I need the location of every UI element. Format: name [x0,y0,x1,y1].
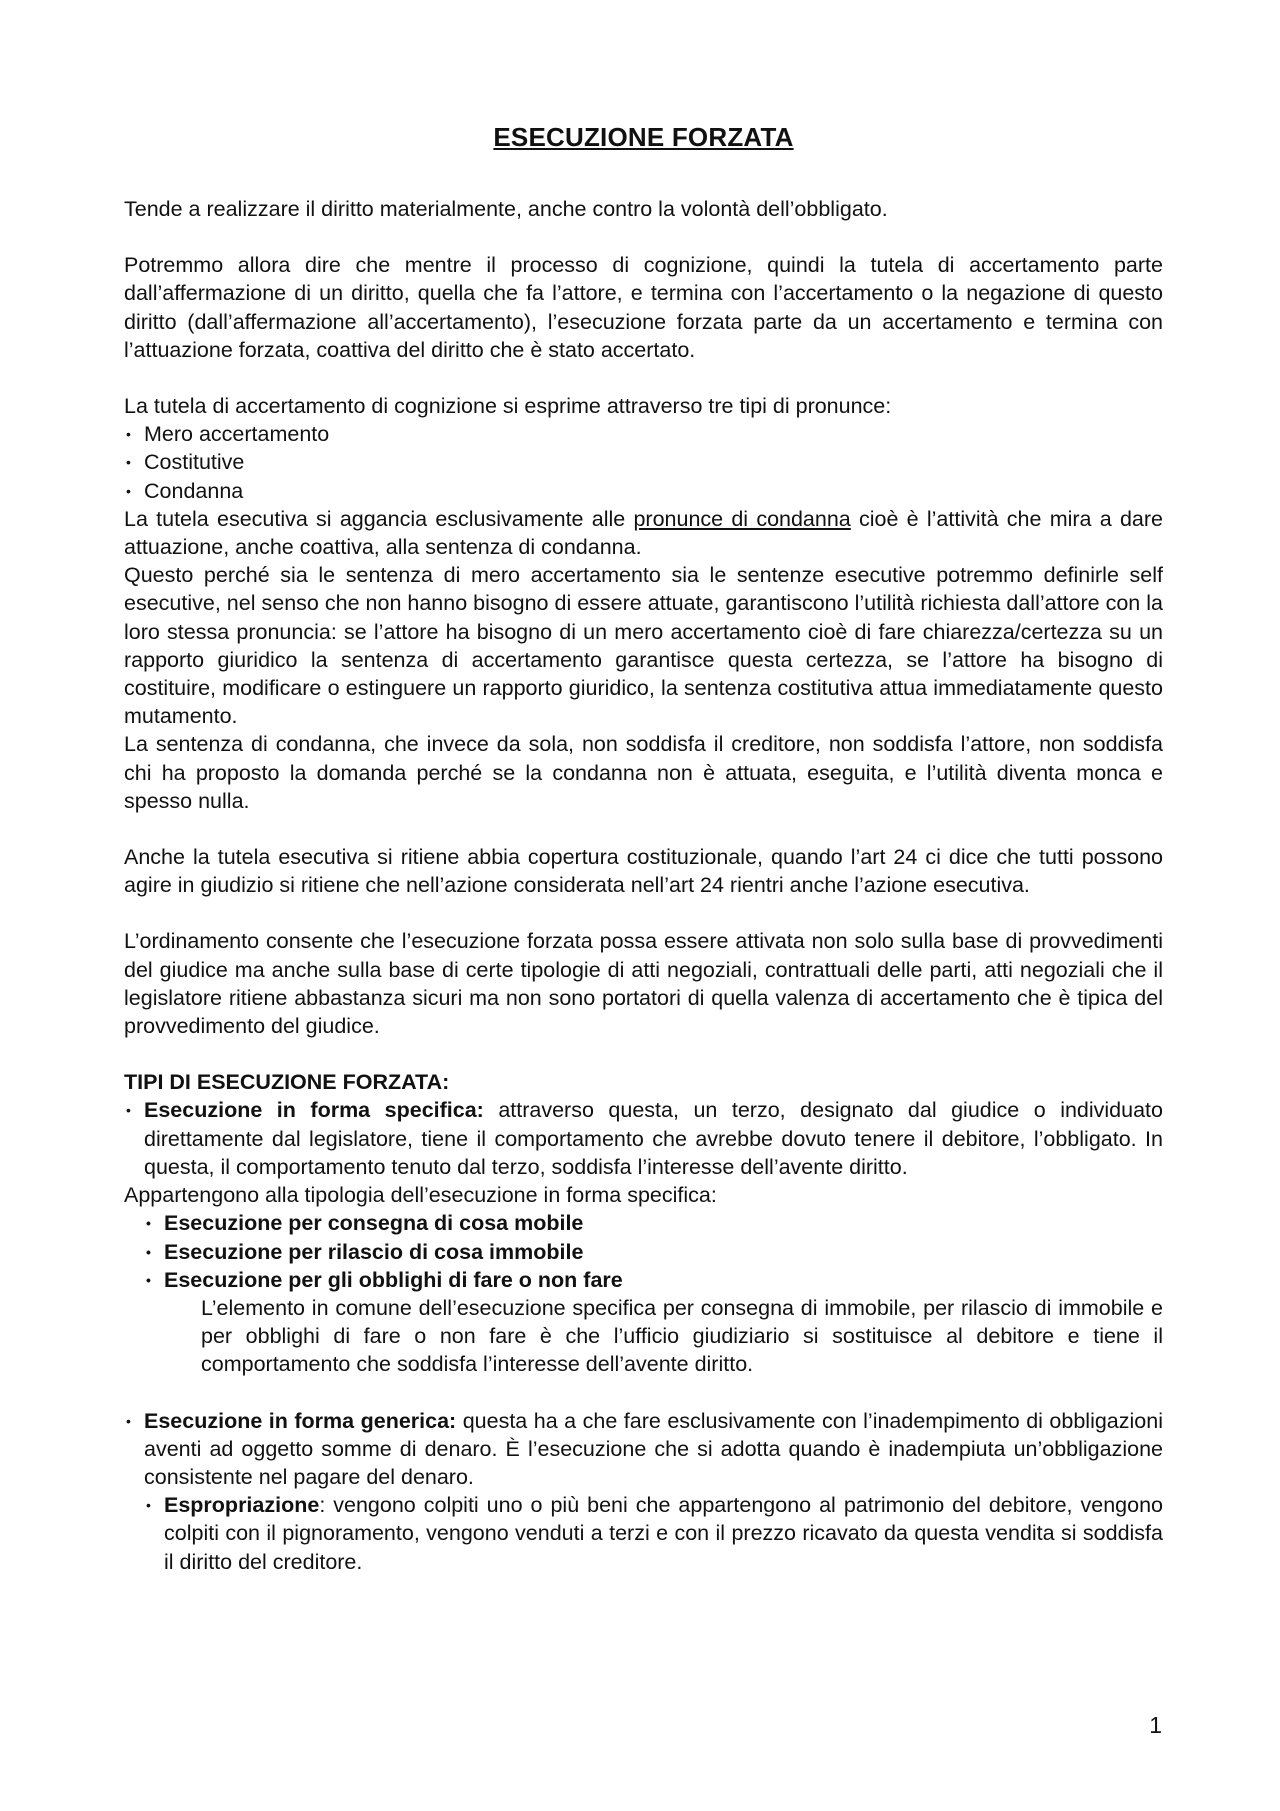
tipi-heading: TIPI DI ESECUZIONE FORZATA: [124,1070,450,1095]
pronunce-condanna-underlined: pronunce di condanna [633,506,851,531]
spacer [124,1379,1163,1407]
appartengono-line: Appartengono alla tipologia dell’esecuzione in forma specifica: [124,1183,717,1208]
ordinamento-paragraph: L’ordinamento consente che l’esecuzione forzata possa essere attivata non solo sulla base di provvedimenti del giudice ma anche sulla base di certe tipologie di atti negoziali, contrattuali delle parti, atti negoziali che il legislatore ritiene abbastanza sicuri ma non sono portatori di quella valenza di accertamento che è tipica del provvedimento del giudice. [124,929,1163,1039]
generica-text: questa ha a che fare esclusivamente con l’inadempimento di obbligazioni aventi ad oggetto somme di denaro. È l’esecuzione che si adotta quando è inadempiuta un’obbligazione consistente nel pagare del denaro. [144,1408,1163,1489]
self-esecutive-paragraph: Questo perché sia le sentenza di mero accertamento sia le sentenze esecutive potremmo definirle self esecutive, nel senso che non hanno bisogno di essere attuate, garantiscono l’utilità richiesta dall’attore con la loro stessa pronuncia: se l’attore ha bisogno di un mero accertamento cioè di fare chiarezza/certezza su un rapporto giuridico la sentenza di accertamento garantisce questa certezza, se l’attore ha bisogno di costituire, modificare o estinguere un rapporto giuridico, la sentenza costitutiva attua immediatamente questo mutamento. [124,563,1163,729]
list-item: • Esecuzione per consegna di cosa mobile [144,1209,1163,1237]
espropriazione-label: Espropriazione [164,1493,320,1518]
list-item-generica [124,1407,1163,1576]
spacer [124,364,1163,392]
list-item-espropriazione [144,1491,1163,1576]
spacer [124,1040,1163,1068]
aggancia-paragraph [124,505,1163,561]
specifica-label: Esecuzione in forma specifica: [144,1098,484,1123]
pronunce-list [124,420,1163,505]
spacer [124,223,1163,251]
page-number: 1 [1149,1712,1162,1738]
generica-label: Esecuzione in forma generica: [144,1408,457,1433]
aggancia-text-after: cioè è l’attività che mira a dare attuazione, anche coattiva, alla sentenza di condanna. [124,506,1163,560]
costituzionale-paragraph: Anche la tutela esecutiva si ritiene abbia copertura costituzionale, quando l’art 24 ci dice che tutti possono agire in giudizio si ritiene che nell’azione considerata nell’art 24 rientri anche l’azione esecutiva. [124,845,1163,898]
list-item: • Esecuzione per rilascio di cosa immobile [144,1238,1163,1266]
list-item-specifica [124,1096,1163,1181]
elemento-comune-paragraph: L’elemento in comune dell’esecuzione specifica per consegna di immobile, per rilascio di immobile e per obblighi di fare o non fare è che l’ufficio giudiziario si sostituisce al debitore e tiene il comportamento che soddisfa l’interesse dell’avente diritto. [201,1295,1163,1377]
espropriazione-text: : vengono colpiti uno o più beni che appartengono al patrimonio del debitore, vengono colpiti con il pignoramento, vengono venduti a terzi e con il prezzo ricavato da questa vendita si soddisfa il diritto del creditore. [164,1493,1163,1574]
pronunce-intro: La tutela di accertamento di cognizione si esprime attraverso tre tipi di pronunce: [124,394,892,419]
sottotipi-list [124,1209,1163,1294]
aggancia-text-before: La tutela esecutiva si aggancia esclusivamente alle [124,506,634,531]
condanna-paragraph: La sentenza di condanna, che invece da sola, non soddisfa il creditore, non soddisfa l’attore, non soddisfa chi ha proposto la domanda perché se la condanna non è attuata, eseguita, e l’utilità diventa monca e spesso nulla. [124,732,1163,813]
list-item: • Costitutive [124,448,1163,476]
list-item: • Esecuzione per gli obblighi di fare o non fare [144,1266,1163,1294]
tipi-list [124,1096,1163,1181]
list-item: • Condanna [124,477,1163,505]
specifica-text: attraverso questa, un terzo, designato dal giudice o individuato direttamente dal legislatore, tiene il comportamento che avrebbe dovuto tenere il debitore, l’obbligato. In questa, il comportamento tenuto dal terzo, soddisfa l’interesse dell’avente diritto. [144,1098,1163,1179]
generica-list [124,1407,1163,1576]
cognizione-paragraph: Potremmo allora dire che mentre il processo di cognizione, quindi la tutela di accertamento parte dall’affermazione di un diritto, quella che fa l’attore, e termina con l’accertamento o la negazione di questo diritto (dall’affermazione all’accertamento), l’esecuzione forzata parte da un accertamento e termina con l’attuazione forzata, coattiva del diritto che è stato accertato. [124,253,1163,362]
espropriazione-list [144,1491,1163,1576]
spacer [124,815,1163,843]
intro-paragraph: Tende a realizzare il diritto materialmente, anche contro la volontà dell’obbligato. [124,197,888,221]
spacer [124,899,1163,927]
page-title: ESECUZIONE FORZATA [493,122,794,152]
list-item: • Mero accertamento [124,420,1163,448]
